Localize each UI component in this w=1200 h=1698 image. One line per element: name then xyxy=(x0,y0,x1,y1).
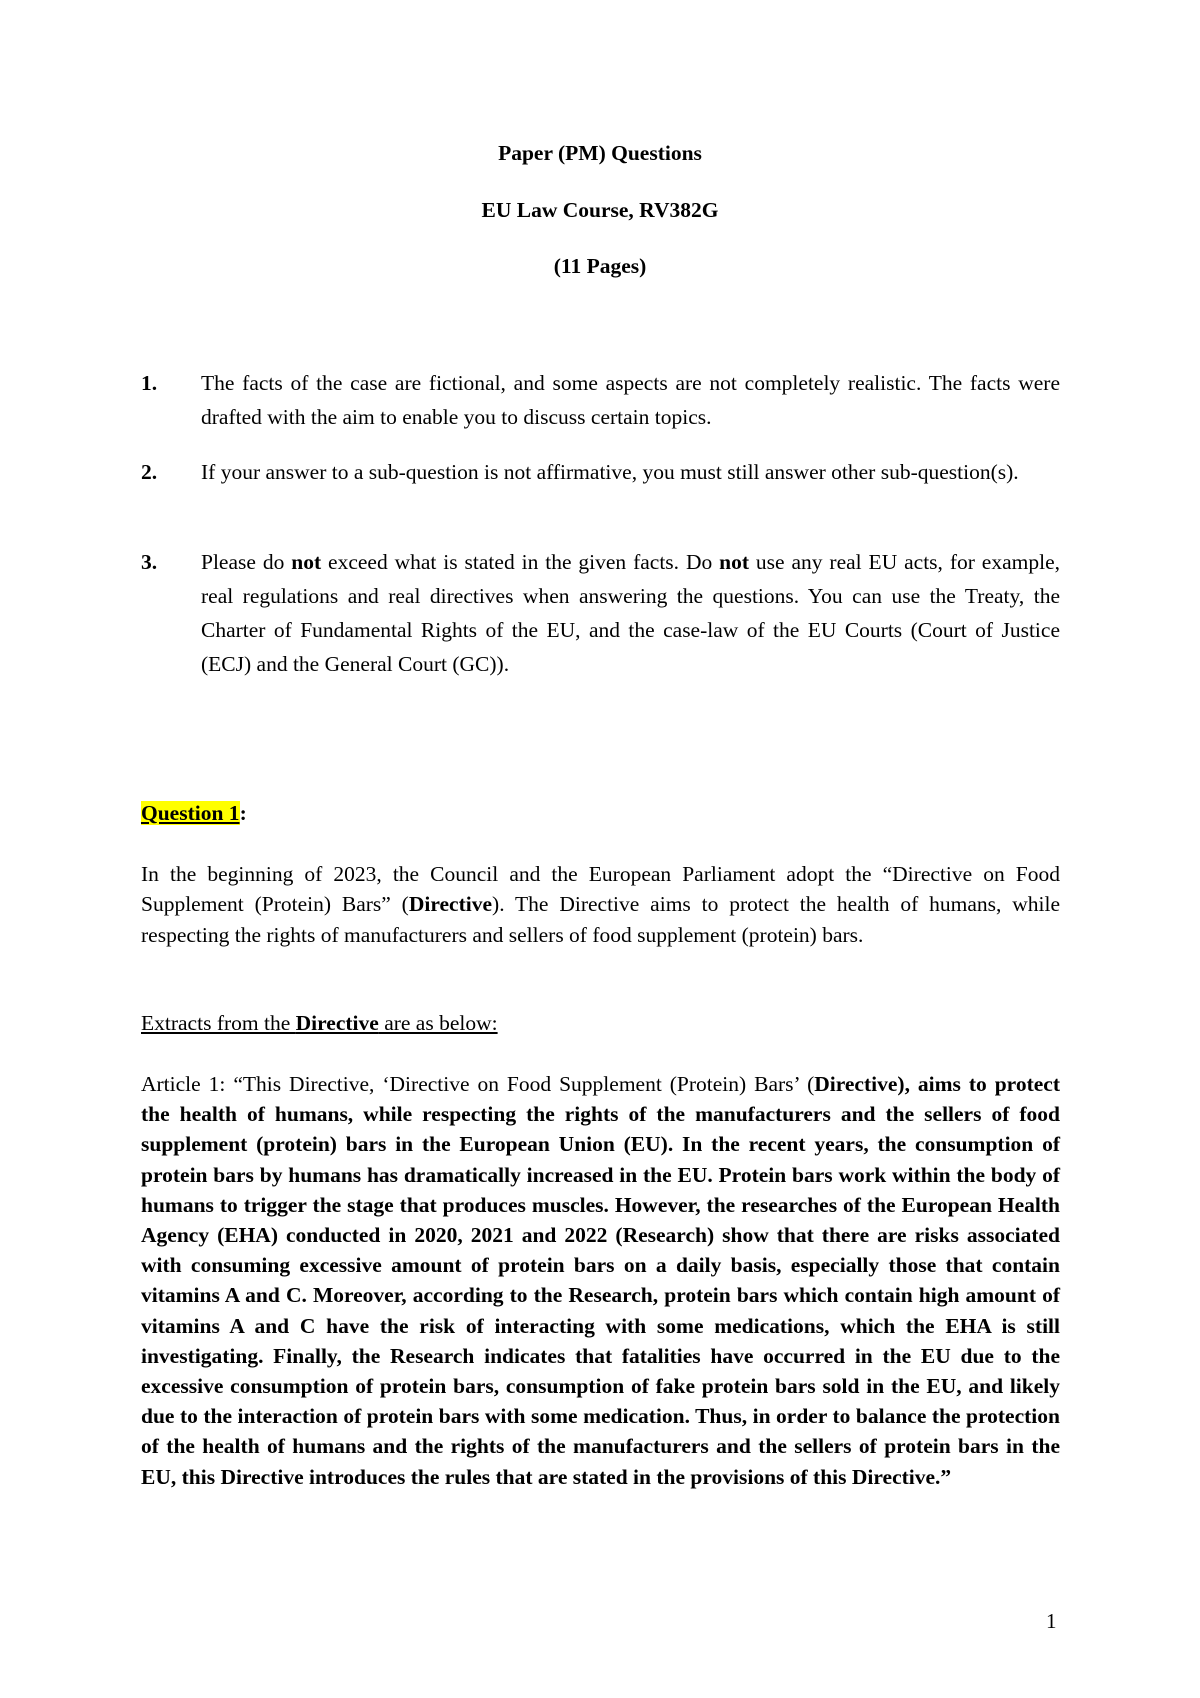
document-title: Paper (PM) Questions xyxy=(498,141,702,165)
course-name: EU Law Course, RV382G xyxy=(481,197,719,222)
page-number: 1 xyxy=(1046,1609,1057,1633)
question-heading xyxy=(141,798,247,828)
extracts-text-segment: Extracts from the xyxy=(141,1011,296,1035)
directive-term: Directive xyxy=(295,1011,379,1035)
instruction-item-3 xyxy=(141,545,1060,681)
directive-term: Directive xyxy=(814,1072,898,1096)
instruction-item-1 xyxy=(141,366,1060,434)
question-intro xyxy=(141,859,1060,950)
article-text-segment: ) show that there are risks associated with consuming excessive amount of protein bars on a daily basis, especially those that contain vitamins A and C. Moreover, according to the Research, protein bars which contain high amount of vitamins A and C have the risk of interacting with some medications, which the EHA is still investigating. Finally, the Research indicates that fatalities have occurred in the EU due to the excessive consumption of protein bars, consumption of fake protein bars sold in the EU, and likely due to the interaction of protein bars with some medication. Thus, in order to balance the protection of the health of humans and the rights of the manufacturers and the sellers of protein bars in the EU, this Directive introduces the rules that are stated in the provisions of this Directive.” xyxy=(141,1223,1060,1489)
instruction-text-segment: use any real EU acts, for example, real regulations and real directives when answering the questions. You can use the Treaty, the Charter of Fundamental Rights of the EU, and the case-law of the EU Courts (Court of Justice (ECJ) and the General Court (GC)). xyxy=(201,550,1061,676)
article-text-segment: : “This Directive, ‘Directive on Food Supplement (Protein) Bars’ ( xyxy=(219,1072,815,1096)
directive-term: Directive xyxy=(408,892,493,917)
instruction-number: 3. xyxy=(141,550,158,574)
extracts-heading xyxy=(141,1008,498,1038)
page-count: (11 Pages) xyxy=(553,254,647,278)
instruction-text xyxy=(201,545,1060,681)
instruction-number: 2. xyxy=(141,460,158,484)
instruction-text-segment: exceed what is stated in the given facts. Do xyxy=(321,550,720,574)
question-colon: : xyxy=(239,801,247,825)
article-1-text xyxy=(141,1069,1060,1492)
emphasis-not: not xyxy=(719,550,750,574)
document-header xyxy=(0,140,1200,310)
instruction-number: 1. xyxy=(141,371,158,395)
instruction-text: The facts of the case are fictional, and some aspects are not completely realistic. The facts were drafted with the aim to enable you to discuss certain topics. xyxy=(201,371,1060,429)
emphasis-not: not xyxy=(291,550,322,574)
article-text-segment: ), aims to protect the health of humans, while respecting the rights of the manufacturers and the sellers of food supplement (protein) bars in the European Union (EU). In the recent years, the consumption of protein bars by humans has dramatically increased in the EU. Protein bars work within the body of humans to trigger the stage that produces muscles. However, the researches of the European Health Agency (EHA) conducted in 2020, 2021 and 2022 ( xyxy=(141,1072,1060,1248)
research-term: Research xyxy=(622,1223,707,1248)
intro-text-segment: ). The Directive aims to protect the health of humans, while respecting the rights of manufacturers and sellers of food supplement (protein) bars. xyxy=(141,892,1060,947)
article-label: Article 1 xyxy=(141,1072,220,1096)
extracts-text-segment: are as below: xyxy=(378,1011,498,1035)
instruction-item-2 xyxy=(141,455,1060,489)
instruction-text: If your answer to a sub-question is not affirmative, you must still answer other sub-question(s). xyxy=(201,460,1019,484)
intro-text-segment: In the beginning of 2023, the Council and the European Parliament adopt the “Directive on Food Supplement (Protein) Bars” ( xyxy=(141,862,1060,917)
question-label: Question 1 xyxy=(141,801,240,825)
instruction-text-segment: Please do xyxy=(201,550,292,574)
